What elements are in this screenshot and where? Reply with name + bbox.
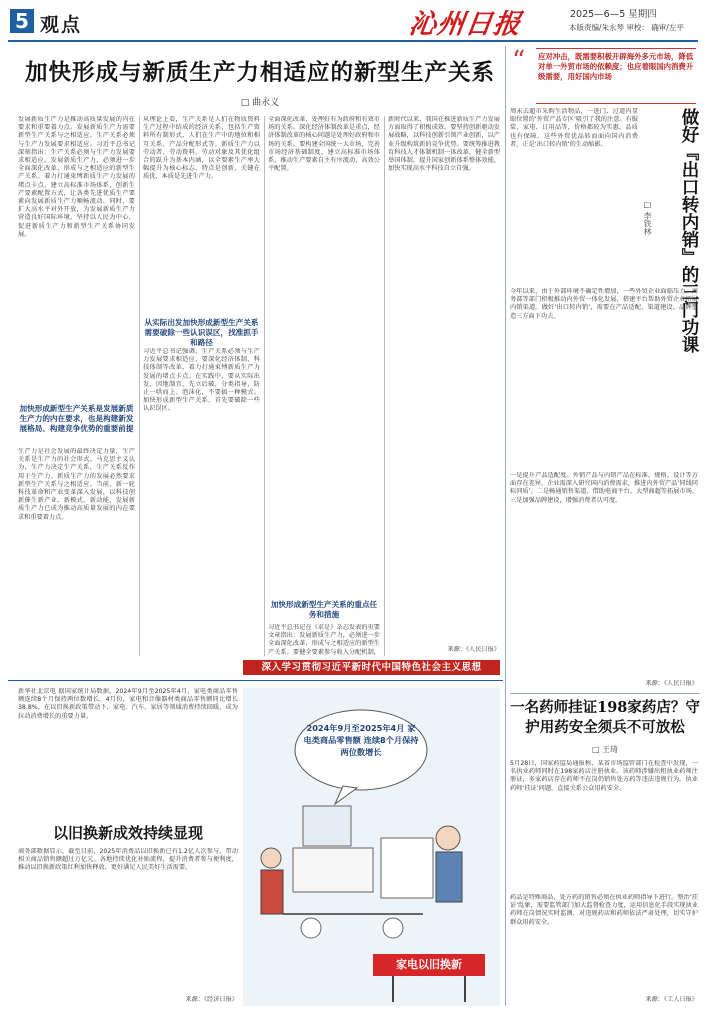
side-article-title: 做好『出口转内销』的三门功课 <box>679 108 699 353</box>
pharmacy-col-2: 药品是特殊商品，处方药的销售必须在执业药师指导下进行。整治‘挂证’乱象，需要监管部门加大监督检查力度，运用信息化手段实现执业药师在岗情况实时监测，对违规药店和药师依法严肃处理，切实守护群众用药安全。 <box>510 894 698 926</box>
pull-quote: 应对冲击，既需要积极开辟海外多元市场，降低对单一外贸市场的依赖度；也应着眼国内消费升级需要，用好国内市场 <box>536 48 696 104</box>
main-article-source: 来源：《人民日报》 <box>447 646 500 653</box>
editor-credits: 本版责编/朱永琴 审校： 确审/左平 <box>569 23 684 32</box>
bottom-col-1: 新华社北京电 据国家统计局数据，2024年9月至2025年4月，家电类商品零售额连续8个月保持两位数增长。4月份，家电和音像器材类商品零售额同比增长38.8%。在以旧换新政策带动下，家电、汽车、家居等领域消费持续回暖，成为拉动消费增长的重要力量。 <box>18 688 238 720</box>
section-title: 观点 <box>40 14 83 36</box>
pharmacy-article-author: □ 王琦 <box>591 745 619 754</box>
main-subhead-1: 加快形成新型生产关系是发展新质生产力的内在要求，也是构建新发展格局、构建竞争优势的重要前提 <box>19 404 134 433</box>
side-article-author: □ 李铁林 <box>643 200 652 236</box>
main-col-1b: 生产力是社会发展的最终决定力量，生产关系是生产力的社会形式。马克思主义认为，生产力决定生产关系，生产关系反作用于生产力。新质生产力的发展必然要求新型生产关系与之相适应。当前，新一轮科技革命和产业变革深入发展，以科技创新催生新产业、新模式、新动能，发展新质生产力已成为推动高质量发展的内在要求和重要着力点。 <box>18 448 135 521</box>
column-divider <box>264 116 265 656</box>
cartoon-sign-text: 家电以旧换新 <box>396 958 462 971</box>
pharmacy-col-1: 5月28日，国家药监局通报称，某省市场监管部门在检查中发现，一名执业药师同时在198家药店注册执业。该药师涉嫌出租执业药师注册证，多家药店存在药师不在岗仍销售处方药等违法违规行为。执业药师‘挂证’问题，直接关系公众用药安全。 <box>510 760 698 792</box>
page-header <box>0 0 705 44</box>
masthead-logo: 沁州日报 <box>407 9 524 40</box>
bottom-col-2: 商务部数据显示，截至目前，2025年消费品以旧换新已有1.2亿人次参与，带动相关商品销售额超过万亿元。各地持续优化补贴流程，提升消费者参与便利度，推动以旧换新政策红利加快释放，更好满足人民美好生活需要。 <box>18 848 238 872</box>
cartoon-headline: 2024年9月至2025年4月 家电类商品零售额 连续8个月保持两位数增长 <box>303 723 419 757</box>
author-name: 王琦 <box>602 745 619 754</box>
quote-mark-icon: “ <box>512 46 526 76</box>
main-subhead-3: 加快形成新型生产关系的重点任务和措施 <box>270 600 378 619</box>
bottom-section-divider <box>8 680 503 681</box>
bottom-article-title: 以旧换新成效持续显现 <box>52 824 203 842</box>
main-col-4: 新时代以来，我国在推进新质生产力发展方面取得了积极成效。要坚持创新驱动发展战略，以科技创新引领产业创新，以产业升级构筑新的竞争优势。要统筹推进教育科技人才体制机制一体改革，健全新型举国体制，提升国家创新体系整体效能，加快实现高水平科技自立自强。 <box>388 116 500 173</box>
author-name: 曲永义 <box>252 98 280 108</box>
main-col-2: 从理论上看，生产关系是人们在物质资料生产过程中结成的经济关系，包括生产资料所有制形式、人们在生产中的地位和相互关系、产品分配形式等。新质生产力以劳动者、劳动资料、劳动对象及其优化组合的跃升为基本内涵，以全要素生产率大幅提升为核心标志，特点是创新，关键在质优，本质是先进生产力。 <box>143 116 260 181</box>
author-name: 李铁林 <box>643 211 652 236</box>
side-col-2: 今年以来，由于外部环境不确定性增加，一些外贸企业面临压力。商务部等部门积极推动内外贸一体化发展，搭建平台帮助外贸企业拓展内销渠道。做好‘出口转内销’，需要在产品适配、渠道建设、品牌塑造三方面下功夫。 <box>510 288 698 320</box>
section-divider <box>510 693 700 694</box>
pharmacy-article-source: 来源：《工人日报》 <box>645 996 698 1003</box>
campaign-banner: 深入学习贯彻习近平新时代中国特色社会主义思想 <box>243 660 500 675</box>
page-number-badge: 5 <box>10 9 34 33</box>
bottom-article-source: 来源：《经济日报》 <box>185 996 238 1003</box>
side-col-3: 一是提升产品适配度。外销产品与内销产品在标准、规格、设计等方面存在差异，企业需深入研究国内消费需求，推进内外贸产品‘同线同标同质’。二是畅通销售渠道，借助电商平台、大型商超等拓展市场。三是加强品牌建设，增强消费者认可度。 <box>510 472 698 504</box>
side-article-source: 来源：《人民日报》 <box>645 680 698 687</box>
side-col-1: 周末去超市采购生活物品，一进门，过道内显眼位置的‘外贸产品专区’吸引了我的注意。有服装、家电、日用品等，价格都较为实惠，品质也有保障。这些外贸优品转而面向国内消费者，正是‘出口转内销’的生动缩影。 <box>510 108 638 148</box>
main-subhead-2: 从实际出发加快形成新型生产关系需要破除一些认识误区，找准抓手和路径 <box>144 318 259 347</box>
main-col-3: 全面深化改革，处理好有为政府和有效市场的关系。深化经济体制改革是重点，经济体制改革的核心问题是处理好政府和市场的关系。要构建全国统一大市场，完善市场经济基础制度，建立高标准市场体系，推动生产要素自主有序流动、高效公平配置。 <box>268 116 380 173</box>
cartoon-illustration <box>243 688 500 1006</box>
column-divider <box>139 116 140 656</box>
right-column-divider <box>505 46 506 1006</box>
main-article-title: 加快形成与新质生产力相适应的新型生产关系 <box>24 60 495 86</box>
main-col-2b: 习近平总书记强调，生产关系必须与生产力发展要求相适应，要深化经济体制、科技体制等改革，着力打通束缚新质生产力发展的堵点卡点。在实践中，要从实际出发，因地制宜，先立后破，分类指导，防止一哄而上、泡沫化，不要搞一种模式。加快形成新型生产关系，首先要破除一些认识误区。 <box>143 348 260 413</box>
column-divider <box>384 116 385 656</box>
main-col-1: 发展新质生产力是推动高质量发展的内在要求和重要着力点。发展新质生产力需要新型生产关系与之相适应。生产关系必须与生产力发展要求相适应。习近平总书记深刻指出：生产关系必须与生产力发展要求相适应。发展新质生产力，必须进一步全面深化改革，形成与之相适应的新型生产关系。着力打通束缚新质生产力发展的堵点卡点，建立高标准市场体系，创新生产要素配置方式，让各类先进优质生产要素向发展新质生产力顺畅流动。同时，要扩大高水平对外开放，为发展新质生产力营造良好国际环境。坚持以人民为中心，促进新质生产力和新型生产关系协同发展。 <box>18 116 135 238</box>
pharmacy-article-title: 一名药师挂证198家药店？守护用药安全须兵不可放松 <box>510 699 700 736</box>
header-divider <box>8 40 698 42</box>
issue-date: 2025—6—5 星期四 <box>570 9 657 20</box>
main-article-author: □ 曲永义 <box>240 98 280 108</box>
main-col-3b: 习近平总书记在《求是》杂志发表的重要文章指出：发展新质生产力，必须进一步全面深化改革，形成与之相适应的新型生产关系。要健全要素参与收入分配机制， <box>268 624 380 656</box>
